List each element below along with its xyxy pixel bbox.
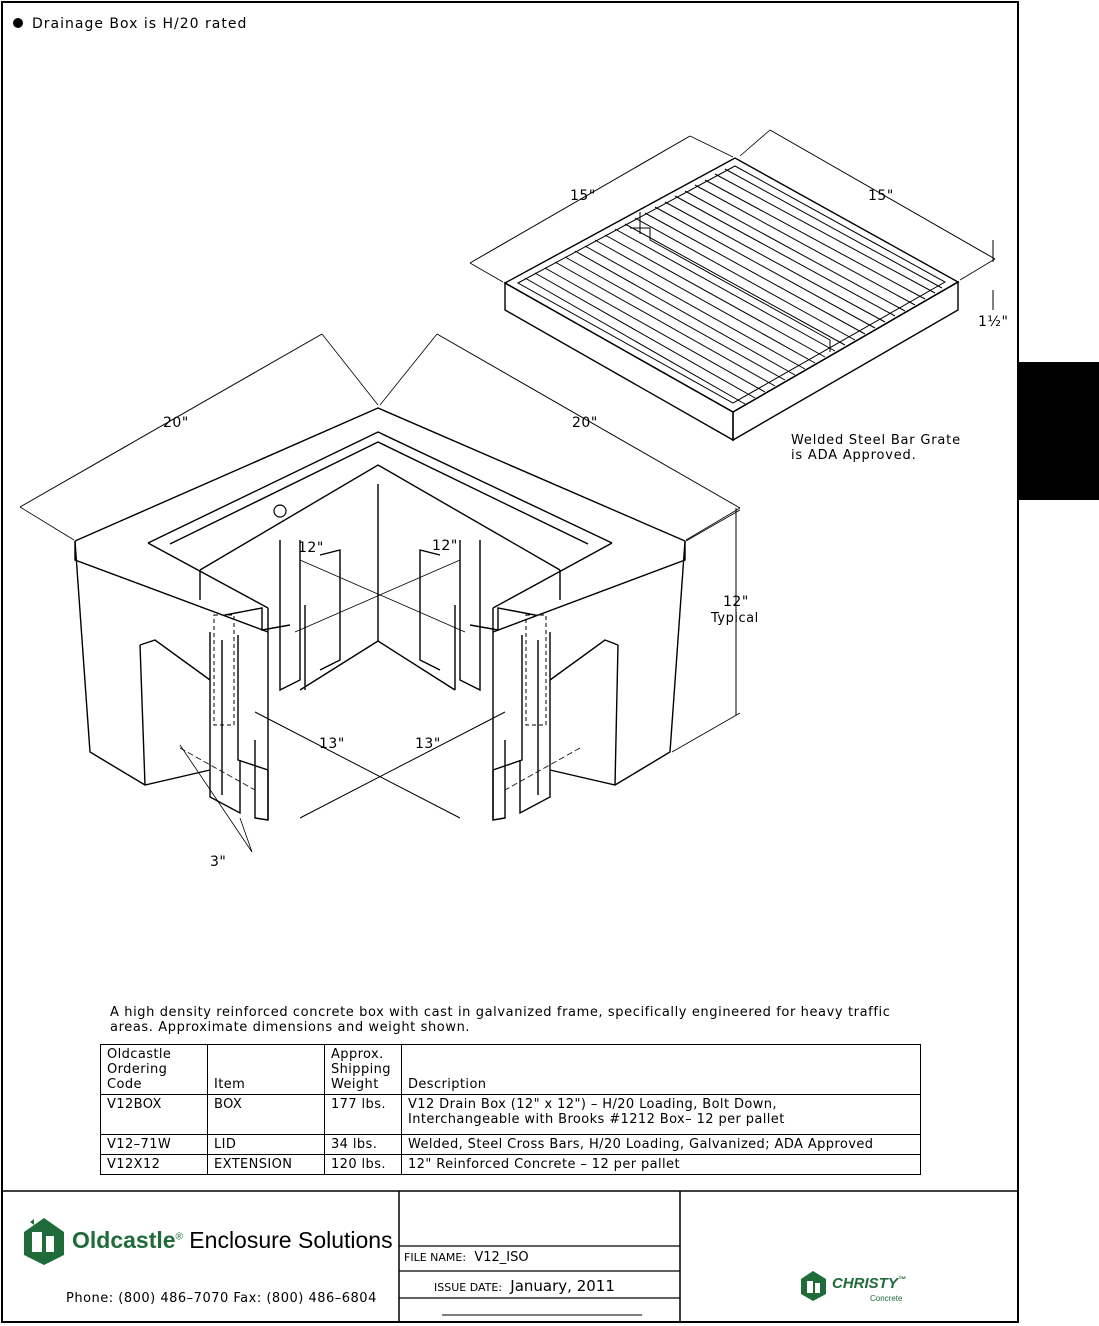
- spec-table: [100, 1044, 921, 1175]
- issue-date: [434, 1277, 615, 1295]
- grate-dim-left: 15": [570, 188, 596, 204]
- rating-note: Drainage Box is H/20 rated: [32, 16, 248, 32]
- box-dim-inner-right: 12": [432, 538, 458, 554]
- box-dim-height: 12": [723, 594, 749, 610]
- table-row: [101, 1095, 921, 1135]
- brand-rest: Enclosure Solutions: [182, 1227, 393, 1253]
- row-weight: 120 lbs.: [325, 1155, 402, 1175]
- spec-table-header: [101, 1045, 921, 1095]
- row-weight: 34 lbs.: [325, 1135, 402, 1155]
- header-code-line: Ordering: [107, 1062, 168, 1077]
- row-description: Welded, Steel Cross Bars, H/20 Loading, Galvanized; ADA Approved: [402, 1135, 921, 1155]
- issue-date-label: ISSUE DATE:: [434, 1281, 503, 1294]
- file-name: [404, 1250, 529, 1265]
- christy-name: CHRISTY: [832, 1275, 898, 1292]
- header-code-line: Oldcastle: [107, 1047, 172, 1062]
- header-weight: [325, 1045, 402, 1095]
- box-dim-height-note: Typical: [711, 611, 759, 626]
- header-item: Item: [208, 1045, 325, 1095]
- product-description: A high density reinforced concrete box with cast in galvanized frame, specifically engineered for heavy traffic areas. Approximate dimensions and weight shown.: [110, 1005, 891, 1035]
- box-dim-wall: 3": [210, 854, 227, 870]
- grate-caption-line2: is ADA Approved.: [791, 448, 917, 463]
- row-code: V12X12: [101, 1155, 208, 1175]
- christy-brand: [832, 1275, 906, 1292]
- box-drawing: [20, 334, 740, 852]
- christy-logo-icon: [801, 1271, 826, 1301]
- row-code: V12BOX: [101, 1095, 208, 1135]
- brand-bold: Oldcastle: [72, 1227, 176, 1253]
- section-tab: [1019, 362, 1099, 500]
- box-dim-outer-right: 20": [572, 415, 598, 431]
- christy-tm: ™: [897, 1275, 906, 1284]
- row-code: V12–71W: [101, 1135, 208, 1155]
- row-description-line: Interchangeable with Brooks #1212 Box– 12 per pallet: [408, 1112, 785, 1127]
- contact-phone: Phone: (800) 486–7070 Fax: (800) 486–6804: [66, 1291, 377, 1306]
- row-description: [402, 1095, 921, 1135]
- header-code: [101, 1045, 208, 1095]
- table-row: [101, 1135, 921, 1155]
- table-row: [101, 1155, 921, 1175]
- brand-registered: ®: [175, 1231, 183, 1243]
- grate-dim-right: 15": [868, 188, 894, 204]
- christy-subtitle: Concrete: [870, 1294, 903, 1303]
- file-name-value: V12_ISO: [474, 1250, 529, 1265]
- header-weight-line: Weight: [331, 1077, 379, 1092]
- box-dim-inner-left: 12": [298, 540, 324, 556]
- box-dim-base-right: 13": [415, 736, 441, 752]
- header-weight-line: Shipping: [331, 1062, 391, 1077]
- oldcastle-brand: [72, 1227, 393, 1254]
- box-dim-base-left: 13": [319, 736, 345, 752]
- row-weight: 177 lbs.: [325, 1095, 402, 1135]
- issue-date-value: January, 2011: [510, 1277, 615, 1295]
- row-item: EXTENSION: [208, 1155, 325, 1175]
- oldcastle-logo-icon: [24, 1218, 64, 1265]
- row-item: LID: [208, 1135, 325, 1155]
- note-bullet: [13, 18, 23, 28]
- file-name-label: FILE NAME:: [404, 1251, 467, 1264]
- row-description-line: V12 Drain Box (12" x 12") – H/20 Loading, Bolt Down,: [408, 1097, 777, 1112]
- grate-caption-line1: Welded Steel Bar Grate: [791, 433, 961, 448]
- row-item: BOX: [208, 1095, 325, 1135]
- grate-dim-thickness: 1½": [978, 314, 1009, 330]
- row-description: 12" Reinforced Concrete – 12 per pallet: [402, 1155, 921, 1175]
- box-dim-outer-left: 20": [163, 415, 189, 431]
- grate-drawing: [470, 130, 995, 440]
- header-description: Description: [402, 1045, 921, 1095]
- header-weight-line: Approx.: [331, 1047, 384, 1062]
- header-code-line: Code: [107, 1077, 142, 1092]
